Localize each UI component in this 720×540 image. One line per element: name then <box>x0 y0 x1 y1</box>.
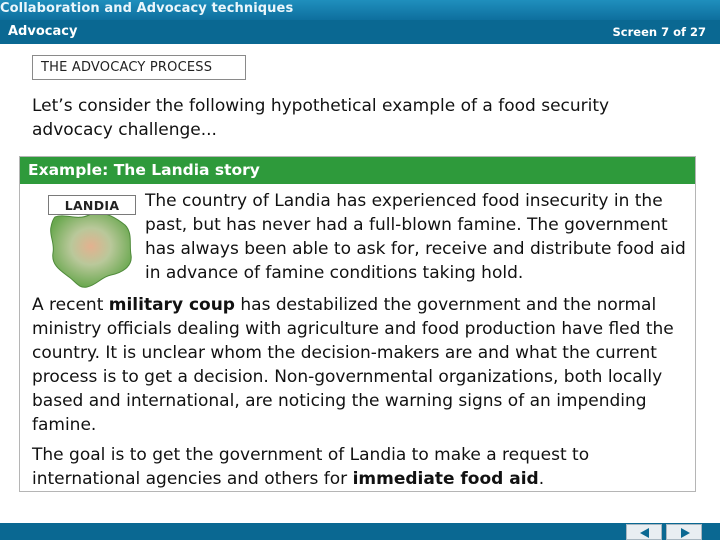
screen-counter: Screen 7 of 27 <box>612 25 706 39</box>
paragraph-3-text-a: The goal is to get the government of Landia to make a request to international agencies and others for <box>32 445 590 489</box>
military-coup-emphasis: military coup <box>108 295 235 315</box>
process-tag: THE ADVOCACY PROCESS <box>32 55 246 80</box>
map-label: LANDIA <box>48 195 136 215</box>
example-header: Example: The Landia story <box>20 157 695 184</box>
paragraph-2-text-a: A recent <box>32 295 109 315</box>
intro-text: Let’s consider the following hypothetical example of a food security advocacy challenge... <box>32 96 610 140</box>
section-bar <box>0 20 720 44</box>
next-button[interactable] <box>666 524 702 540</box>
example-box <box>19 156 696 492</box>
paragraph-2-text-b: has destabilized the government and the normal ministry officials dealing with agriculture and food production have fled the country. It is unclear whom the decision-makers are and what the current process is to get a decision. Non-governmental organizations, both locally based and international, are noticing the warning signs of an impending famine. <box>32 295 674 435</box>
landia-paragraph-1: The country of Landia has experienced food insecurity in the past, but has never had a full-blown famine. The government has always been able to ask for, receive and distribute food aid in advance of famine conditions taking hold. <box>145 191 686 283</box>
course-title-bar <box>0 0 720 20</box>
previous-button[interactable] <box>626 524 662 540</box>
landia-paragraph-2 <box>32 293 692 437</box>
triangle-left-icon <box>639 527 651 539</box>
paragraph-3-text-b: . <box>538 469 545 489</box>
footer-bar <box>0 523 720 540</box>
course-title: Collaboration and Advocacy techniques <box>0 1 294 16</box>
triangle-right-icon <box>679 527 691 539</box>
landia-paragraph-3 <box>32 443 692 491</box>
food-aid-emphasis: immediate food aid <box>352 469 539 489</box>
section-title: Advocacy <box>8 24 78 39</box>
